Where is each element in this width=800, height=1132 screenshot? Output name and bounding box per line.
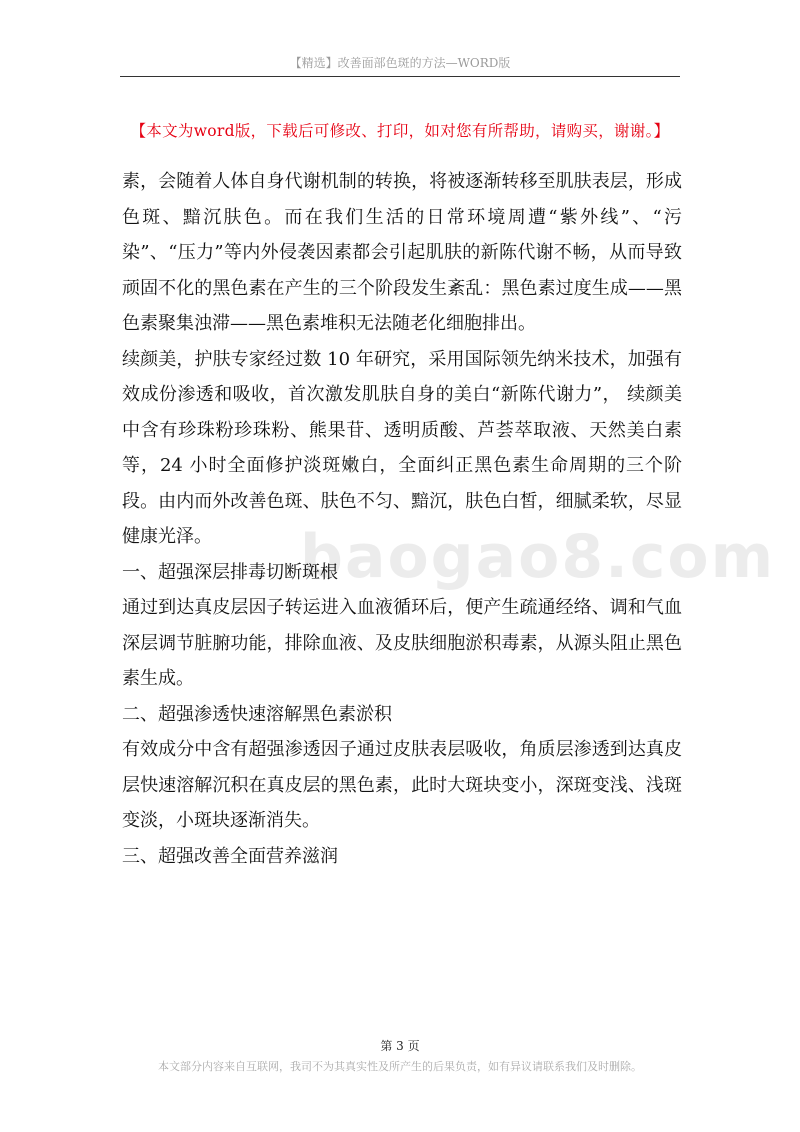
document-body (122, 164, 682, 874)
word-version-notice: 【本文为word版，下载后可修改、打印，如对您有所帮助，请购买，谢谢。】 (130, 122, 670, 140)
page-header: 【精选】改善面部色斑的方法—WORD版 (289, 56, 511, 70)
section-heading: 一、超强深层排毒切断斑根 (122, 561, 338, 583)
body-paragraph: 续颜美，护肤专家经过数 10 年研究，采用国际领先纳米技术，加强有效成份渗透和吸收，首次激发肌肤自身的美白“新陈代谢力”， 续颜美中含有珍珠粉珍珠粉、熊果苷、透明质酸、芦荟萃取液、天然美白素等，24 小时全面修护淡斑嫩白，全面纠正黑色素生命周期的三个阶段。由内而外改善色斑、肤色不匀、黯沉，肤色白皙，细腻柔软，尽显健康光泽。 (122, 348, 682, 547)
watermark: baogao8.com (300, 522, 776, 592)
section-heading: 三、超强改善全面营养滋润 (122, 845, 338, 867)
body-paragraph: 通过到达真皮层因子转运进入血液循环后，便产生疏通经络、调和气血深层调节脏腑功能，排除血液、及皮肤细胞淤积毒素，从源头阻止黑色素生成。 (122, 597, 682, 689)
disclaimer-footer: 本文部分内容来自互联网，我司不为其真实性及所产生的后果负责，如有异议请联系我们及时删除。 (158, 1060, 642, 1073)
section-heading: 二、超强渗透快速溶解黑色素淤积 (122, 703, 392, 725)
page-number: 第 3 页 (380, 1039, 420, 1053)
body-paragraph: 有效成分中含有超强渗透因子通过皮肤表层吸收，角质层渗透到达真皮层快速溶解沉积在真皮层的黑色素，此时大斑块变小，深斑变浅、浅斑变淡，小斑块逐渐消失。 (122, 739, 682, 831)
body-paragraph: 素，会随着人体自身代谢机制的转换，将被逐渐转移至肌肤表层，形成色斑、黯沉肤色。而在我们生活的日常环境周遭“紫外线”、“污染”、“压力”等内外侵袭因素都会引起肌肤的新陈代谢不畅，从而导致顽固不化的黑色素在产生的三个阶段发生紊乱：黑色素过度生成——黑色素聚集浊滞——黑色素堆积无法随老化细胞排出。 (122, 171, 682, 334)
header-rule (120, 76, 680, 77)
